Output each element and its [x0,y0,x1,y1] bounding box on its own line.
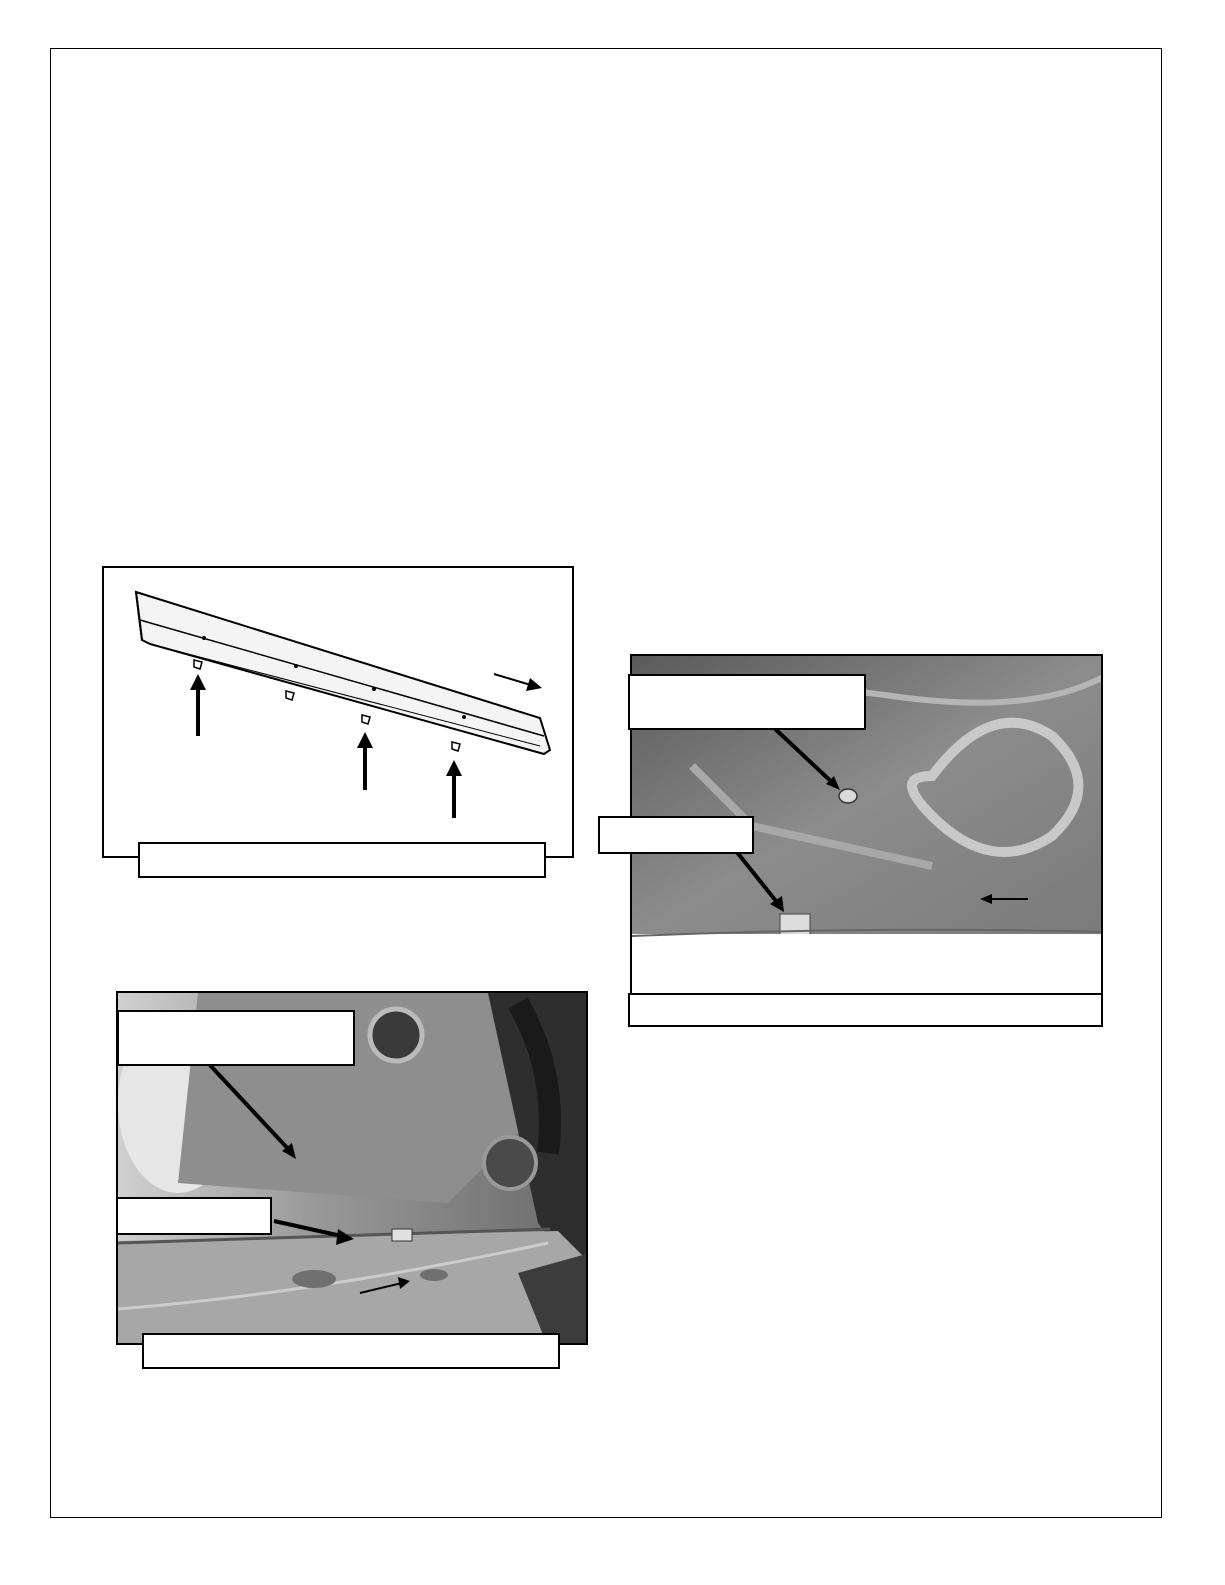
drain-plug [370,1009,422,1061]
mount-tab [286,691,294,700]
mount-hole [839,789,857,803]
rail-diagram-frame [102,566,574,858]
photo-callout [117,1010,355,1066]
mount-hole [294,664,298,668]
figure-caption [142,1333,560,1369]
mount-hole [202,636,206,640]
photo-callout [598,816,754,854]
pointer-arrow-up-icon [357,732,373,790]
rail-diagram [104,568,574,858]
figure-caption [138,842,546,878]
direction-arrow-icon [494,674,542,691]
photo-callout [116,1197,272,1235]
mount-hole [462,715,466,719]
bracket [392,1229,412,1241]
figure-caption [628,993,1103,1027]
mount-tab [362,715,370,724]
bolt [780,914,810,936]
pointer-arrow-up-icon [446,760,462,818]
pointer-arrow-up-icon [190,674,206,736]
mount-hole [372,687,376,691]
mount-tab [452,742,460,751]
photo-callout [628,674,866,730]
mount-tab [194,660,202,669]
